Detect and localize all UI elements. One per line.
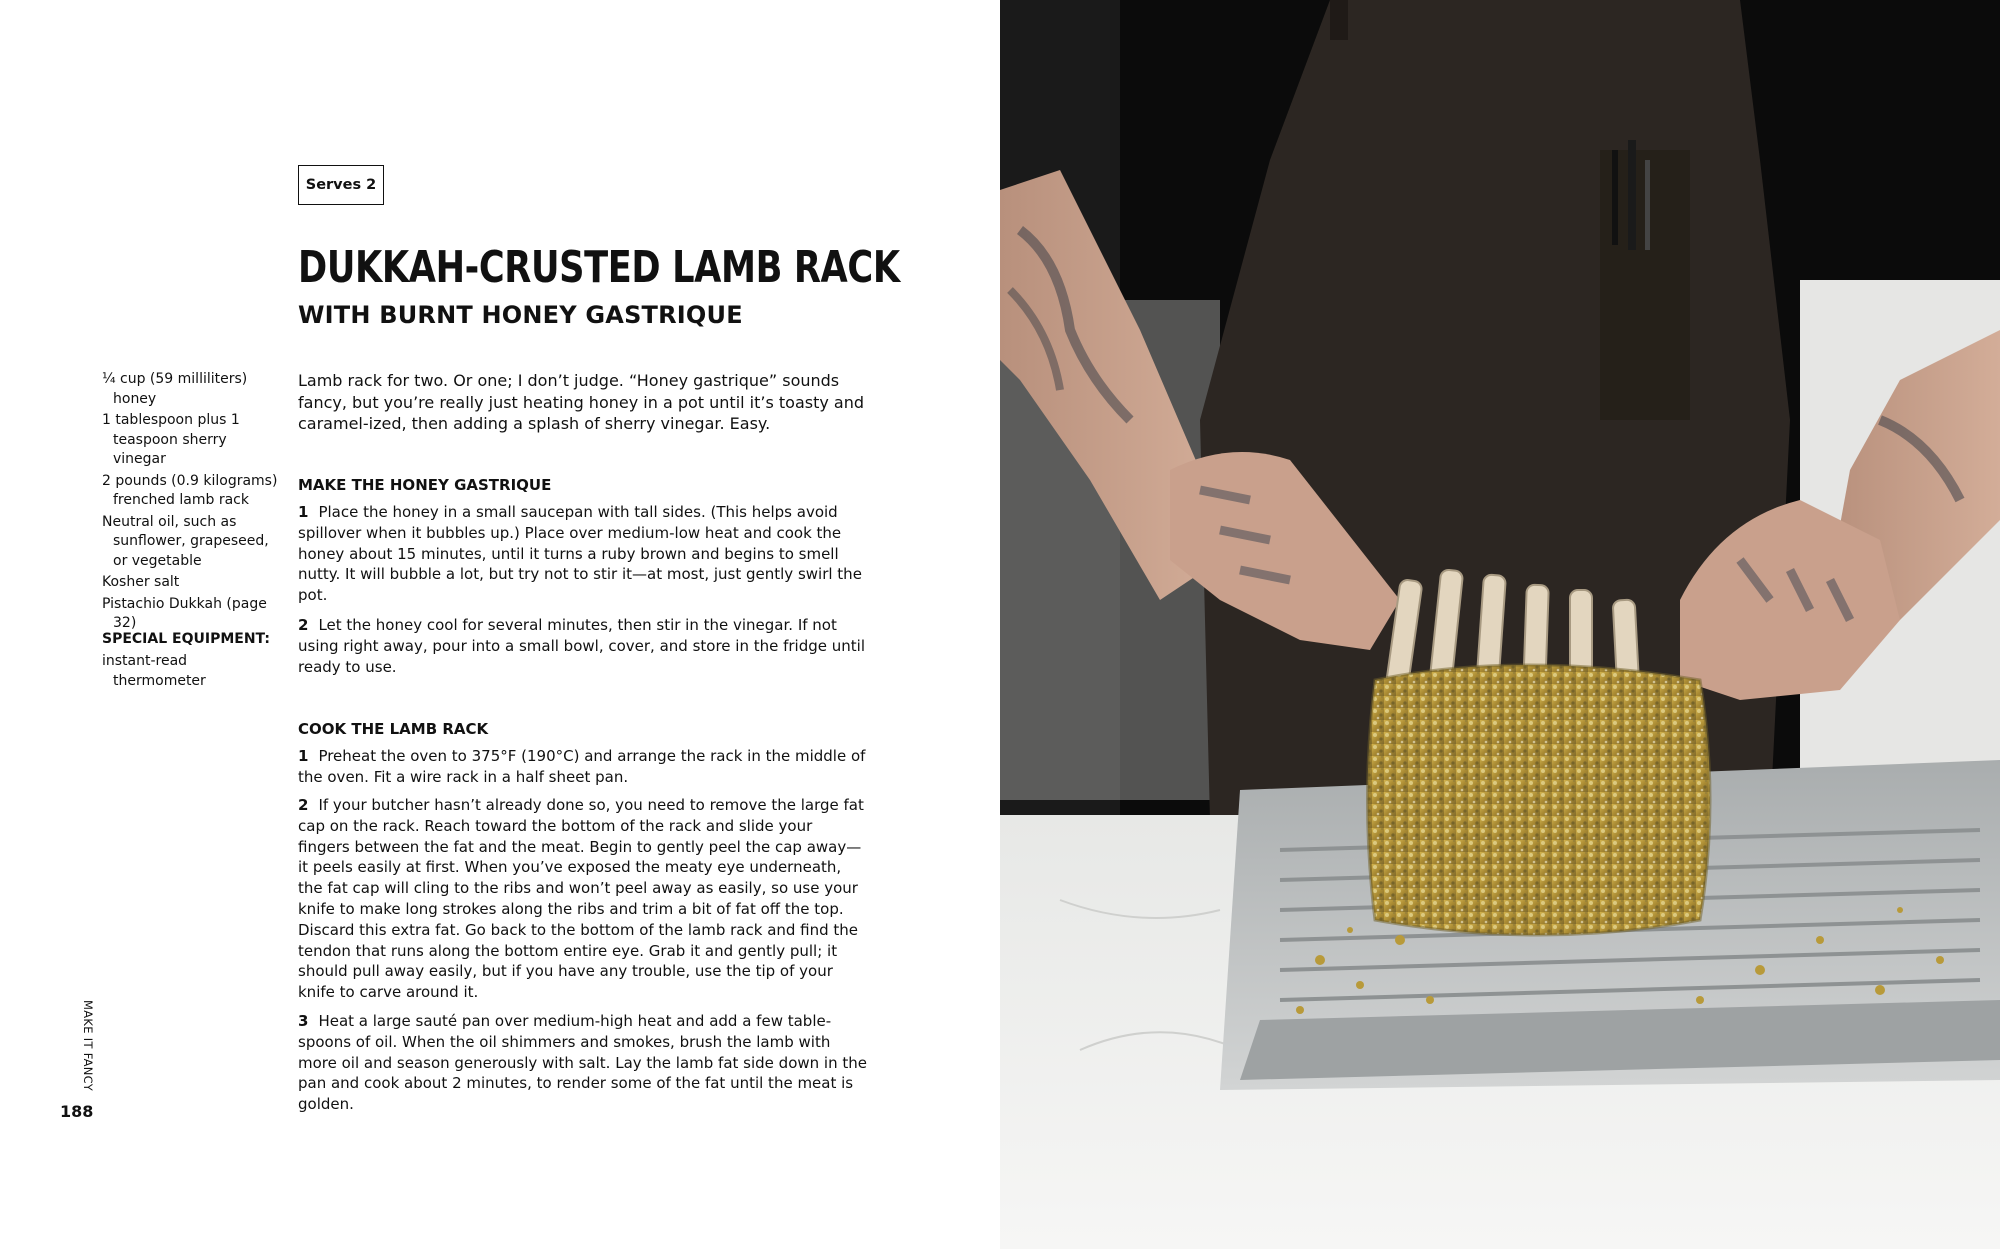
ingredient-item: Neutral oil, such as sunflower, grapeseed, or vegetable [102,513,269,569]
step-text: Preheat the oven to 375°F (190°C) and arrange the rack in the middle of the oven. Fit a wire rack in a half sheet pan. [298,747,866,786]
ingredient-item: Kosher salt [102,574,180,590]
pen [1628,140,1636,250]
recipe-photo-page [1000,0,2000,1249]
step-number: 1 [298,503,309,521]
equipment-item: instant-read thermometer [102,653,206,689]
step-number: 2 [298,616,309,634]
lamb-rack [1368,665,1711,935]
step-number: 2 [298,796,309,814]
recipe-subtitle: WITH BURNT HONEY GASTRIQUE [298,301,743,329]
recipe-title: DUKKAH-CRUSTED LAMB RACK [298,242,900,293]
equipment-heading: SPECIAL EQUIPMENT: [102,631,270,647]
step-text: Place the honey in a small saucepan with tall sides. (This helps avoid spillover when it bubbles up.) Place over medium-low heat and cook the honey about 15 minutes, until it turns a ruby brown and begins to smell nutty. It will bubble a lot, but try not to stir it—at most, just gently swirl the pot. [298,503,862,605]
running-footer: MAKE IT FANCY [81,1000,95,1092]
lamb-step-3 [298,1011,868,1115]
ingredient-item: 1 tablespoon plus 1 teaspoon sherry vinegar [102,412,240,467]
ingredient-list [102,370,282,636]
section-heading-gastrique: MAKE THE HONEY GASTRIQUE [298,476,552,494]
step-text: Let the honey cool for several minutes, then stir in the vinegar. If not using right away, pour into a small bowl, cover, and store in the fridge until ready to use. [298,616,865,676]
lamb-step-1 [298,746,868,788]
gastrique-step-2 [298,615,868,677]
page-number: 188 [60,1102,94,1121]
ingredient-item: 2 pounds (0.9 kilograms) frenched lamb rack [102,472,278,508]
step-text: Heat a large sauté pan over medium-high heat and add a few table-spoons of oil. When the oil shimmers and smokes, brush the lamb with more oil and season generously with salt. Lay the lamb fat side down in the pan and cook about 2 minutes, to render some of the fat until the meat is golden. [298,1012,867,1114]
ingredient-item: ¼ cup (59 milliliters) honey [102,371,248,407]
step-number: 3 [298,1012,309,1030]
lamb-step-2 [298,795,868,1003]
lamb-rack-photo [1000,0,2000,1249]
gastrique-step-1 [298,502,868,606]
ingredient-item: Pistachio Dukkah (page 32) [102,595,267,631]
section-heading-lamb: COOK THE LAMB RACK [298,720,489,738]
pen [1612,150,1618,245]
step-text: If your butcher hasn’t already done so, you need to remove the large fat cap on the rack. Reach toward the bottom of the rack and slide your fingers between the fat and the meat. Begin to gently peel the cap away—it peels easily at first. When you’ve exposed the meaty eye underneath, the fat cap will cling to the ribs and won’t peel away as easily, so use your knife to make long strokes along the ribs and trim a bit of fat off the top. Discard this extra fat. Go back to the bottom of the lamb rack and find the tendon that runs along the bottom entire eye. Grab it and gently pull; it should pull away easily, but if you have any trouble, use the tip of your knife to carve around it. [298,796,864,1002]
pen [1645,160,1650,250]
serves-badge: Serves 2 [298,165,384,205]
recipe-intro: Lamb rack for two. Or one; I don’t judge. “Honey gastrique” sounds fancy, but you’re really just heating honey in a pot until it’s toasty and caramel-ized, then adding a splash of sherry vinegar. Easy. [298,371,865,433]
step-number: 1 [298,747,309,765]
